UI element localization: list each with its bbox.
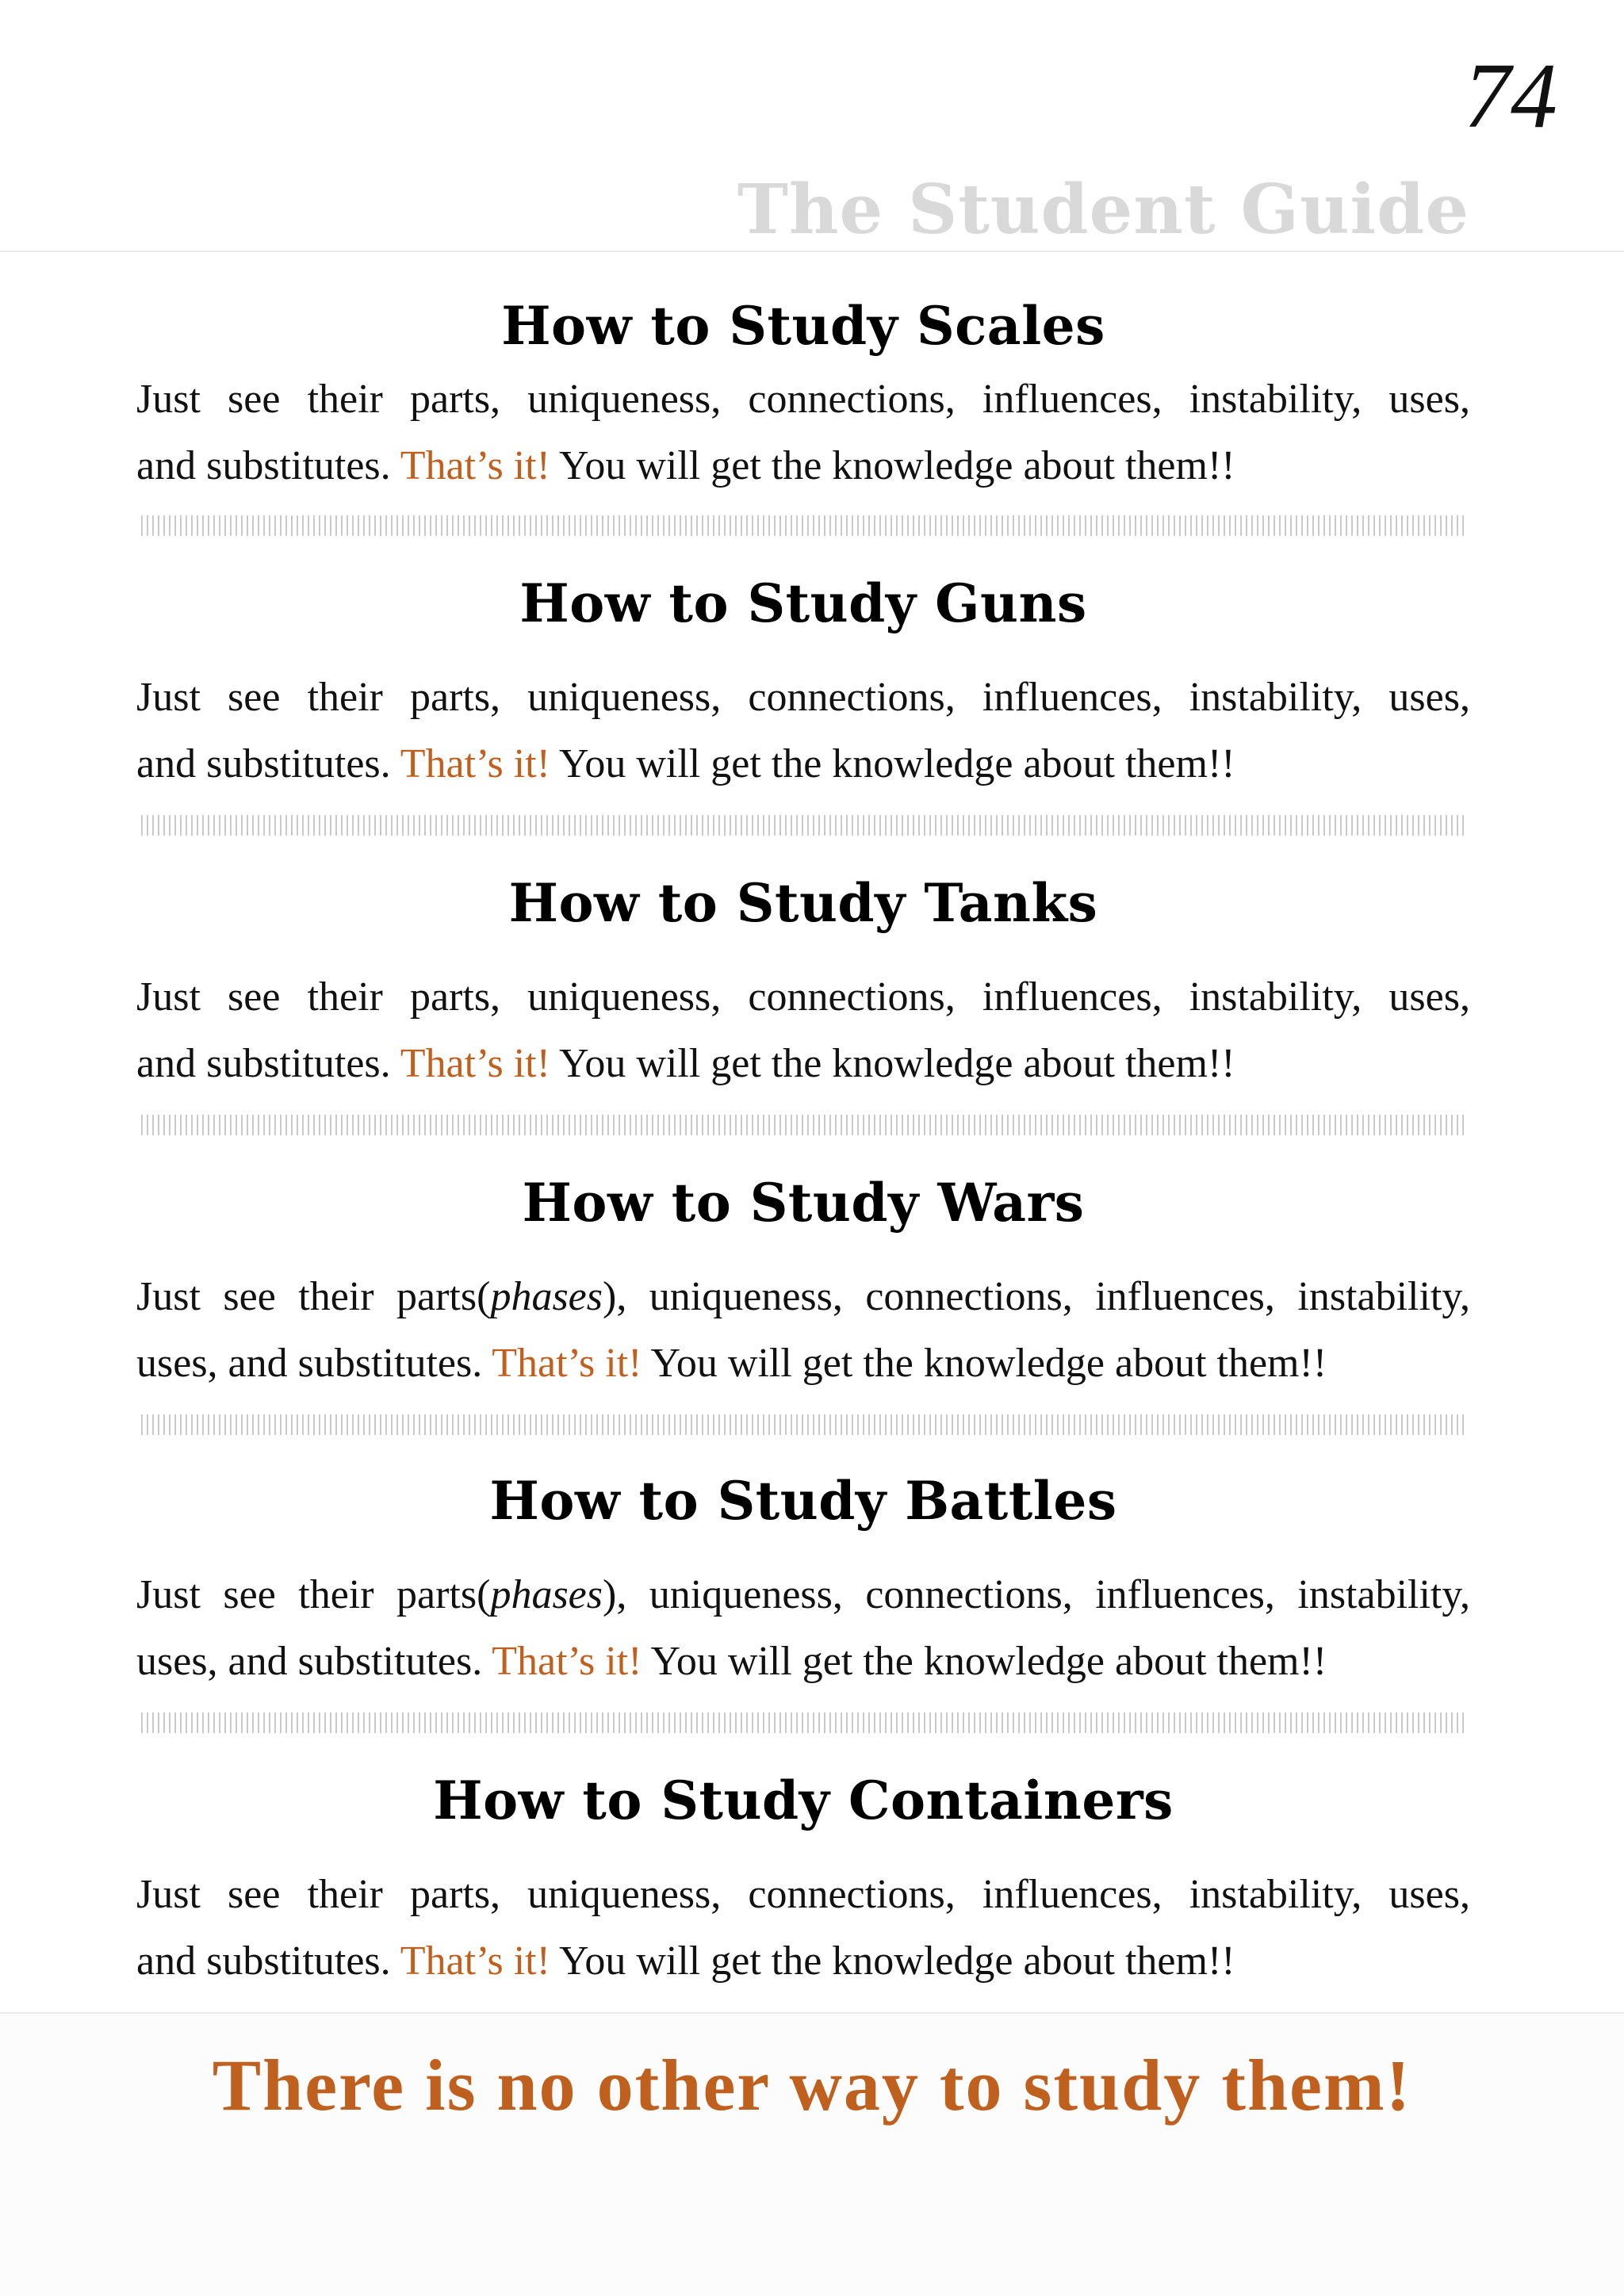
section-body (136, 664, 1470, 798)
body-line: Just see their parts, uniqueness, connections, influences, instability, uses, (136, 974, 1470, 1020)
body-text: and substitutes. (136, 1041, 391, 1086)
section-heading: How to Study Battles (489, 1470, 1117, 1532)
body-line (136, 1330, 1470, 1397)
accent-text: That’s it! (400, 1938, 550, 1984)
body-text: You will get the knowledge about them!! (650, 1341, 1327, 1386)
section-separator (141, 815, 1464, 836)
section-guns (136, 572, 1470, 798)
section-body (136, 964, 1470, 1097)
section-body (136, 366, 1470, 499)
body-text: You will get the knowledge about them!! (559, 443, 1235, 488)
body-text: and substitutes. (136, 443, 391, 488)
section-body (136, 1264, 1470, 1397)
section-heading: How to Study Guns (519, 572, 1087, 634)
section-tanks (136, 872, 1470, 1097)
body-text: You will get the knowledge about them!! (559, 741, 1235, 786)
body-line (136, 433, 1470, 499)
body-line (136, 1562, 1470, 1628)
body-text: You will get the knowledge about them!! (559, 1938, 1235, 1984)
section-containers (136, 1770, 1470, 1995)
accent-text: That’s it! (400, 443, 550, 488)
accent-text: That’s it! (492, 1341, 642, 1386)
section-separator (141, 1414, 1464, 1435)
body-text: ), uniqueness, connections, influences, instability, (603, 1274, 1470, 1319)
body-text: Just see their parts( (136, 1572, 491, 1617)
body-text: and substitutes. (136, 741, 391, 786)
body-line (136, 1264, 1470, 1330)
body-line (136, 1928, 1470, 1995)
guide-title: The Student Guide (737, 170, 1469, 250)
section-heading: How to Study Tanks (508, 872, 1098, 934)
section-heading: How to Study Scales (501, 295, 1105, 357)
section-heading: How to Study Containers (433, 1770, 1174, 1831)
body-text: Just see their parts( (136, 1274, 491, 1319)
body-line: Just see their parts, uniqueness, connections, influences, instability, uses, (136, 377, 1470, 422)
section-battles (136, 1470, 1470, 1695)
body-text: You will get the knowledge about them!! (650, 1639, 1327, 1684)
page-number: 74 (1464, 44, 1557, 147)
closing-statement: There is no other way to study them! (212, 2045, 1412, 2126)
section-separator (141, 515, 1464, 536)
section-separator (141, 1712, 1464, 1733)
section-heading: How to Study Wars (522, 1172, 1085, 1234)
accent-text: That’s it! (492, 1639, 642, 1684)
body-line: Just see their parts, uniqueness, connections, influences, instability, uses, (136, 675, 1470, 720)
emphasis-text: phases (490, 1274, 603, 1319)
emphasis-text: phases (490, 1572, 603, 1617)
body-line (136, 731, 1470, 798)
body-text: and substitutes. (136, 1938, 391, 1984)
body-text: ), uniqueness, connections, influences, instability, (603, 1572, 1470, 1617)
body-line (136, 1628, 1470, 1695)
section-separator (141, 1115, 1464, 1135)
body-text: uses, and substitutes. (136, 1341, 483, 1386)
body-text: uses, and substitutes. (136, 1639, 483, 1684)
section-scales (136, 295, 1470, 499)
section-wars (136, 1172, 1470, 1397)
section-body (136, 1862, 1470, 1995)
accent-text: That’s it! (400, 1041, 550, 1086)
body-line: Just see their parts, uniqueness, connections, influences, instability, uses, (136, 1872, 1470, 1917)
section-body (136, 1562, 1470, 1695)
body-line (136, 1031, 1470, 1097)
accent-text: That’s it! (400, 741, 550, 786)
body-text: You will get the knowledge about them!! (559, 1041, 1235, 1086)
